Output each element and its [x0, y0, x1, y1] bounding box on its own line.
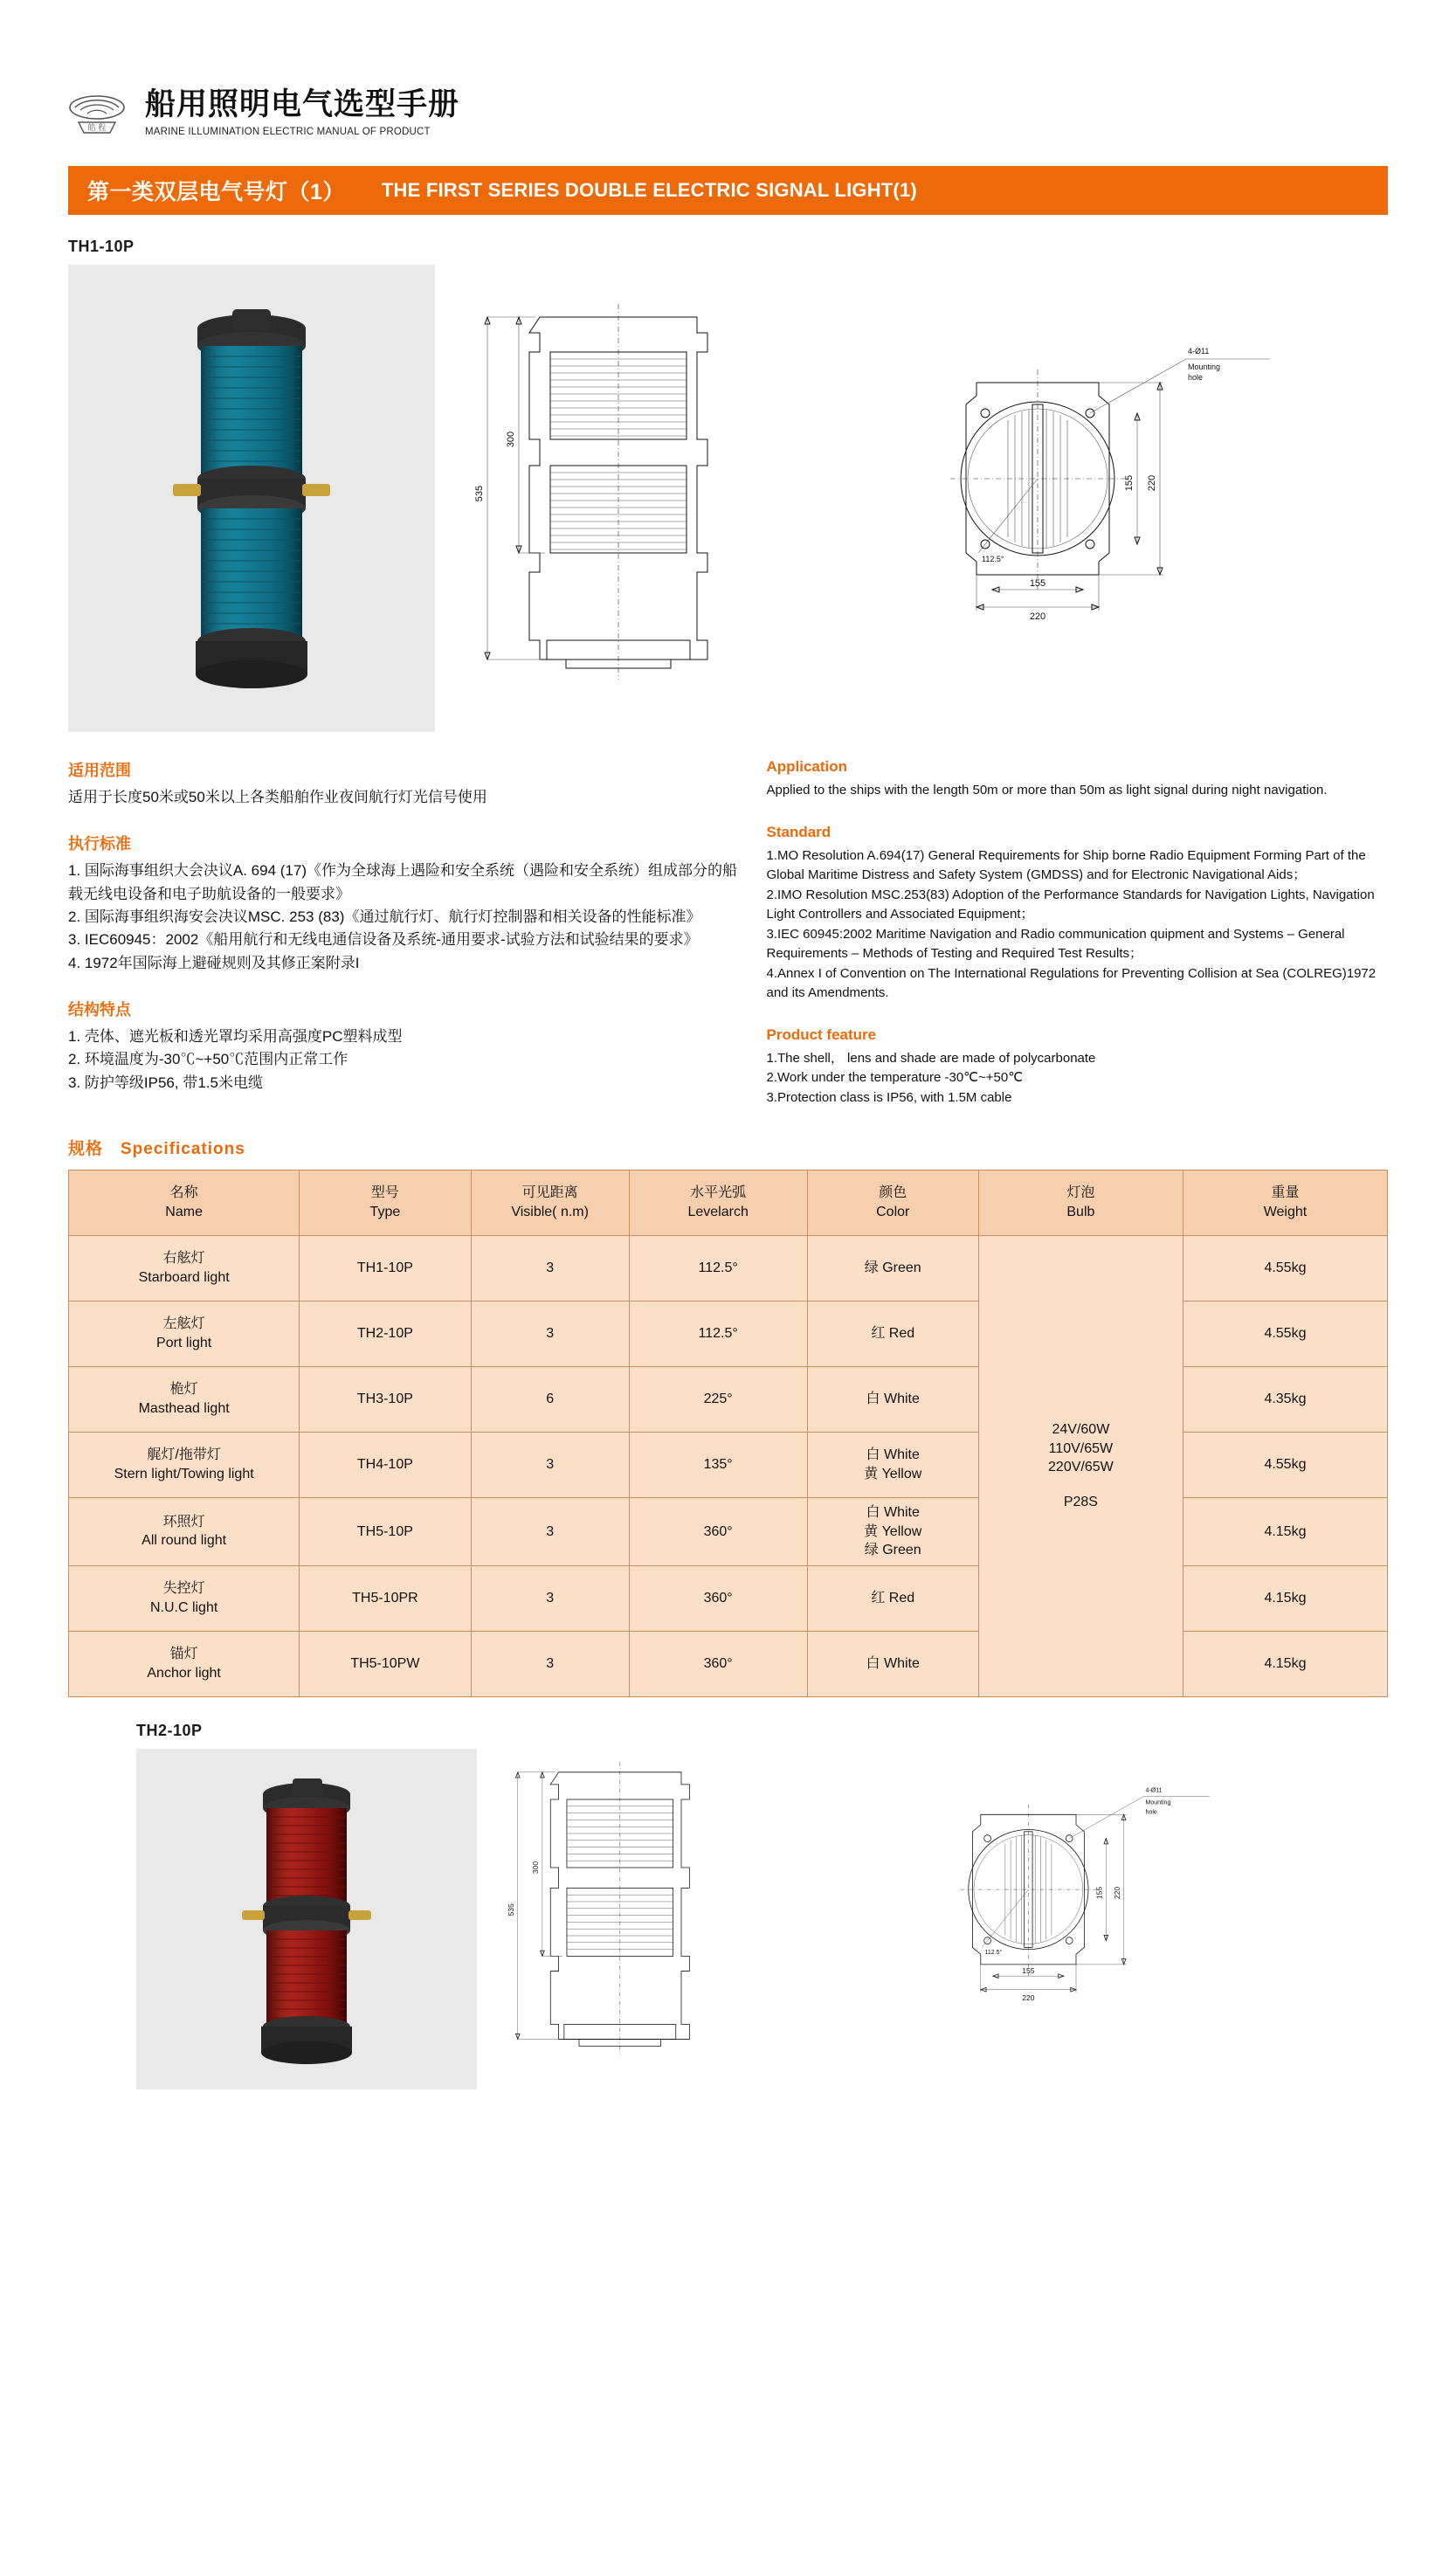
standard-item-4-en: 4.Annex I of Convention on The International Regulations for Preventing Collision at Sea (COLREG)1972 and its Amendments. [766, 965, 1377, 1000]
table-row [69, 1236, 1388, 1302]
page-header [68, 0, 1388, 142]
cell-name: 左舷灯 Port light [69, 1302, 300, 1367]
col-header-visible [471, 1171, 629, 1236]
table-row [69, 1433, 1388, 1498]
cell-color: 白 White 黄 Yellow 绿 Green [807, 1498, 978, 1566]
col-header-type-en: Type [369, 1205, 401, 1219]
bulb-line-2: 110V/65W [1048, 1440, 1114, 1456]
feature-heading-en: Product feature [766, 1026, 877, 1043]
svg-text:皓 程: 皓 程 [87, 123, 107, 132]
description-col-en [766, 758, 1388, 1130]
standard-item-2-cn: 2. 国际海事组织海安会决议MSC. 253 (83)《通过航行灯、航行灯控制器和相关设备的性能标准》 [68, 908, 701, 926]
cell-name: 桅灯 Masthead light [69, 1367, 300, 1433]
product-row-bottom [68, 1749, 1388, 2089]
cell-name: 锚灯 Anchor light [69, 1631, 300, 1696]
section-title-en: THE FIRST SERIES DOUBLE ELECTRIC SIGNAL LIGHT(1) [381, 179, 917, 201]
cell-type: TH5-10PR [300, 1565, 471, 1631]
product-photo-th1-10p [68, 265, 435, 732]
hole-note-line2: Mounting [1188, 363, 1221, 371]
cell-name: 失控灯 N.U.C light [69, 1565, 300, 1631]
bulb-line-3: 220V/65W [1048, 1460, 1114, 1475]
cell-visible: 6 [471, 1367, 629, 1433]
ship-logo-icon [68, 84, 126, 142]
feature-item-1-cn: 1. 壳体、遮光板和透光罩均采用高强度PC塑料成型 [68, 1028, 403, 1046]
cell-type: TH2-10P [300, 1302, 471, 1367]
cell-levelarch: 360° [629, 1631, 807, 1696]
cell-type: TH4-10P [300, 1433, 471, 1498]
cell-visible: 3 [471, 1433, 629, 1498]
cell-visible: 3 [471, 1302, 629, 1367]
cell-levelarch: 135° [629, 1433, 807, 1498]
standard-item-2-en: 2.IMO Resolution MSC.253(83) Adoption of the Performance Standards for Navigation Lights, Navigation Light Controllers and Associated Equipment； [766, 887, 1375, 922]
col-header-weight-cn: 重量 [1271, 1185, 1300, 1201]
dim-upper-height-2: 300 [531, 1861, 541, 1874]
cell-type: TH5-10PW [300, 1631, 471, 1696]
cell-type: TH3-10P [300, 1367, 471, 1433]
dim-angle-2: 112.5° [984, 1949, 1003, 1956]
description-col-cn [68, 758, 766, 1130]
dim-outer-diameter-2: 220 [1112, 1886, 1121, 1899]
col-header-levelarch [629, 1171, 807, 1236]
cell-color: 红 Red [807, 1565, 978, 1631]
hole-note-line3: hole [1188, 373, 1204, 382]
col-header-weight [1183, 1171, 1387, 1236]
cell-visible: 3 [471, 1631, 629, 1696]
cell-visible: 3 [471, 1498, 629, 1566]
cell-weight: 4.15kg [1183, 1498, 1387, 1566]
standard-en-block [766, 824, 1388, 1004]
feature-heading-cn: 结构特点 [68, 1001, 131, 1019]
cell-name: 环照灯 All round light [69, 1498, 300, 1566]
dim-upper-height: 300 [506, 431, 516, 448]
table-header-row [69, 1171, 1388, 1236]
cell-levelarch: 360° [629, 1565, 807, 1631]
standard-item-1-cn: 1. 国际海事组织大会决议A. 694 (17)《作为全球海上遇险和安全系统（遇险和安全系统）组成部分的船载无线电设备和电子助航设备的一般要求》 [68, 862, 738, 902]
cell-weight: 4.55kg [1183, 1302, 1387, 1367]
standard-heading-cn: 执行标准 [68, 835, 131, 853]
cell-levelarch: 112.5° [629, 1302, 807, 1367]
cell-type: TH5-10P [300, 1498, 471, 1566]
product-row-top [68, 265, 1388, 732]
col-header-name-en: Name [165, 1205, 203, 1219]
standard-item-1-en: 1.MO Resolution A.694(17) General Requirements for Ship borne Radio Equipment Forming Part of the Global Maritime Distress and Safety System (GMDSS) and for Electronic Navigational Aids； [766, 847, 1366, 882]
cell-name: 右舷灯 Starboard light [69, 1236, 300, 1302]
application-body-cn: 适用于长度50米或50米以上各类船舶作业夜间航行灯光信号使用 [68, 789, 487, 805]
table-row [69, 1498, 1388, 1566]
standard-cn-block [68, 832, 750, 975]
description-columns [68, 758, 1388, 1130]
specifications-table [68, 1170, 1388, 1697]
dim-plate-width-2: 220 [1022, 1993, 1035, 2003]
table-row [69, 1565, 1388, 1631]
cell-weight: 4.55kg [1183, 1236, 1387, 1302]
dim-total-height-2: 535 [507, 1903, 516, 1916]
col-header-color [807, 1171, 978, 1236]
col-header-name [69, 1171, 300, 1236]
feature-en-block [766, 1026, 1388, 1108]
cell-color: 白 White 黄 Yellow [807, 1433, 978, 1498]
brand-title-cn: 船用照明电气选型手册 [145, 87, 460, 122]
col-header-bulb-en: Bulb [1066, 1205, 1095, 1219]
standard-item-3-en: 3.IEC 60945:2002 Maritime Navigation and Radio communication quipment and Systems – General Requirements – Methods of Testing and Required Test Results； [766, 926, 1345, 961]
cell-weight: 4.55kg [1183, 1433, 1387, 1498]
dim-outer-diameter: 220 [1147, 474, 1157, 492]
technical-drawings-bottom [477, 1749, 1388, 2089]
col-header-levelarch-cn: 水平光弧 [690, 1185, 747, 1201]
dim-total-height: 535 [474, 485, 485, 502]
feature-cn-block [68, 998, 750, 1095]
cell-color: 绿 Green [807, 1236, 978, 1302]
dim-inner-diameter-2: 155 [1094, 1886, 1104, 1899]
col-header-bulb [978, 1171, 1183, 1236]
application-heading-cn: 适用范围 [68, 762, 131, 779]
col-header-type-cn: 型号 [370, 1185, 399, 1201]
dim-plate-width: 220 [1029, 611, 1046, 622]
hole-note-line3-2: hole [1145, 1809, 1157, 1816]
dim-hole-span: 155 [1029, 578, 1046, 589]
cell-bulb [978, 1236, 1183, 1697]
feature-item-1-en: 1.The shell， lens and shade are made of polycarbonate [766, 1050, 1096, 1066]
section-title-bar [68, 166, 1388, 215]
cell-visible: 3 [471, 1565, 629, 1631]
brand-title-en: MARINE ILLUMINATION ELECTRIC MANUAL OF PRODUCT [145, 126, 431, 137]
cell-weight: 4.15kg [1183, 1631, 1387, 1696]
cell-name: 艉灯/拖带灯 Stern light/Towing light [69, 1433, 300, 1498]
col-header-bulb-cn: 灯泡 [1066, 1185, 1095, 1201]
hole-note-line1-2: 4-Ø11 [1145, 1787, 1163, 1794]
dim-angle: 112.5° [982, 555, 1004, 563]
table-row [69, 1302, 1388, 1367]
col-header-color-en: Color [876, 1205, 910, 1219]
brand-block [145, 88, 459, 137]
feature-item-2-en: 2.Work under the temperature -30℃~+50℃ [766, 1070, 1024, 1085]
bulb-line-1: 24V/60W [1052, 1422, 1110, 1438]
section-title-cn: 第一类双层电气号灯（1） [87, 180, 345, 204]
technical-drawings-top [435, 265, 1388, 732]
col-header-color-cn: 颜色 [879, 1185, 907, 1201]
col-header-visible-en: Visible( n.m) [511, 1205, 589, 1219]
dim-inner-diameter: 155 [1124, 474, 1135, 492]
model-label-top: TH1-10P [68, 238, 135, 255]
cell-color: 白 White [807, 1367, 978, 1433]
cell-visible: 3 [471, 1236, 629, 1302]
cell-weight: 4.35kg [1183, 1367, 1387, 1433]
specifications-heading: 规格 Specifications [68, 1140, 245, 1158]
product-photo-th2-10p [136, 1749, 477, 2089]
application-body-en: Applied to the ships with the length 50m or more than 50m as light signal during night navigation. [766, 783, 1328, 798]
cell-levelarch: 360° [629, 1498, 807, 1566]
table-row [69, 1367, 1388, 1433]
feature-item-3-en: 3.Protection class is IP56, with 1.5M cable [766, 1089, 1012, 1105]
col-header-type [300, 1171, 471, 1236]
cell-levelarch: 225° [629, 1367, 807, 1433]
dim-hole-span-2: 155 [1022, 1965, 1035, 1975]
cell-color: 红 Red [807, 1302, 978, 1367]
standard-item-3-cn: 3. IEC60945：2002《船用航行和无线电通信设备及系统-通用要求-试验方法和试验结果的要求》 [68, 931, 699, 949]
col-header-levelarch-en: Levelarch [687, 1205, 749, 1219]
table-row [69, 1631, 1388, 1696]
model-label-bottom: TH2-10P [136, 1721, 203, 1739]
feature-item-3-cn: 3. 防护等级IP56, 带1.5米电缆 [68, 1074, 263, 1091]
standard-item-4-cn: 4. 1972年国际海上避碰规则及其修正案附录I [68, 954, 360, 971]
cell-type: TH1-10P [300, 1236, 471, 1302]
col-header-name-cn: 名称 [169, 1185, 198, 1201]
cell-color: 白 White [807, 1631, 978, 1696]
application-en-block [766, 758, 1388, 801]
hole-note-line1: 4-Ø11 [1188, 347, 1210, 356]
cell-levelarch: 112.5° [629, 1236, 807, 1302]
bulb-line-4: P28S [1063, 1494, 1098, 1509]
cell-weight: 4.15kg [1183, 1565, 1387, 1631]
hole-note-line2-2: Mounting [1145, 1799, 1171, 1806]
col-header-weight-en: Weight [1263, 1205, 1308, 1219]
application-cn-block [68, 758, 750, 809]
standard-heading-en: Standard [766, 823, 832, 840]
feature-item-2-cn: 2. 环境温度为-30℃~+50℃范围内正常工作 [68, 1051, 348, 1068]
application-heading-en: Application [766, 758, 848, 775]
col-header-visible-cn: 可见距离 [521, 1185, 578, 1201]
